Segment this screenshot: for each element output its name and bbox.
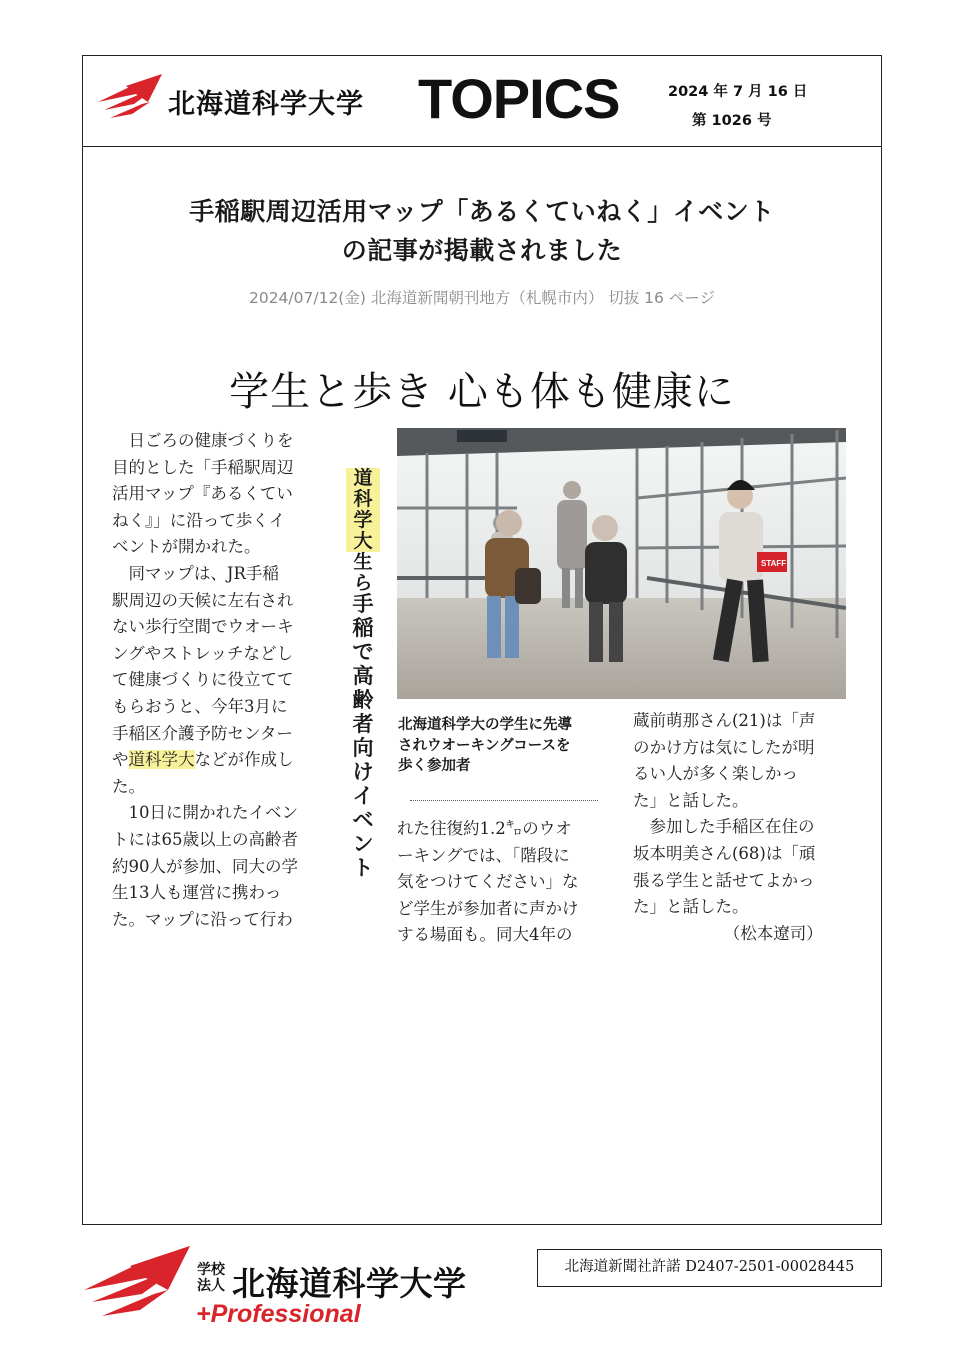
vertical-subhead-1 — [346, 468, 380, 594]
text-line: する場面も。同大4年の — [397, 925, 573, 945]
text-line: （松本遼司） — [633, 923, 823, 943]
text-line — [112, 747, 298, 774]
text-line: ど学生が参加者に声かけ — [397, 898, 579, 918]
text-line: 坂本明美さん(68)は「頑 — [633, 843, 816, 863]
article-column-2 — [397, 816, 579, 949]
document-title-line-2: の記事が掲載されました — [341, 236, 623, 265]
text-line: 気をつけてください」な — [397, 872, 579, 892]
source-line: 2024/07/12(金) 北海道新聞朝刊地方（札幌市内） 切抜 16 ページ — [248, 289, 716, 307]
footer-tagline: +Professional — [196, 1300, 361, 1328]
text-line: 日ごろの健康づくりを — [112, 431, 294, 450]
text-line: トには65歳以上の高齢者 — [112, 829, 298, 849]
text-line: ない歩行空間でウオーキ — [112, 617, 294, 637]
text-line: た」と話した。 — [633, 790, 749, 810]
subhead-char: で — [352, 639, 374, 664]
photo-caption — [398, 715, 572, 777]
subhead-char: 高 — [352, 663, 374, 688]
text-line: 手稲区介護予防センター — [112, 723, 293, 743]
caption-line: されウオーキングコースを — [398, 737, 571, 754]
text-line: た。マップに沿って行わ — [112, 909, 293, 929]
header-divider — [82, 146, 882, 147]
text-line: 同マップは、JR手稲 — [112, 563, 279, 583]
caption-line: 北海道科学大の学生に先導 — [398, 717, 572, 733]
text-line: 活用マップ『あるくてい — [112, 484, 293, 504]
footer-university-name: 北海道科学大学 — [232, 1264, 467, 1303]
subhead-char: ト — [352, 855, 374, 880]
text-line: 張る学生と話せてよかっ — [633, 870, 815, 890]
subhead-char: 者 — [352, 711, 374, 736]
text-line: もらおうと、今年3月に — [112, 696, 288, 716]
topics-heading: TOPICS — [418, 67, 620, 130]
dotted-divider — [410, 800, 598, 801]
article-column-3 — [633, 708, 823, 947]
text-line: るい人が多く楽しかっ — [633, 764, 798, 784]
text-fragment: などが作成し — [194, 750, 294, 770]
subhead-char: ら — [353, 572, 373, 594]
text-line: 駅周辺の天候に左右され — [112, 590, 294, 610]
subhead-char: 稲 — [352, 615, 374, 640]
text-line: れた往復約1.2㌔のウオ — [397, 819, 572, 838]
subhead-char: 齢 — [352, 687, 374, 712]
article-headline: 学生と歩き 心も体も健康に — [229, 369, 735, 415]
text-line: た。 — [112, 776, 145, 796]
subhead-char: 向 — [352, 735, 374, 760]
subhead-char: 手 — [352, 591, 374, 616]
corporation-label — [197, 1262, 225, 1294]
text-line: ーキングでは、「階段に — [397, 845, 570, 865]
subhead-char: 生 — [353, 551, 373, 573]
text-line: のかけ方は気にしたが明 — [633, 737, 815, 757]
text-line: 生13人も運営に携わっ — [112, 883, 282, 903]
subhead-char: ン — [352, 831, 374, 856]
highlighted-text: 道科学大 — [128, 750, 195, 770]
text-fragment: や — [112, 750, 129, 770]
article-column-1 — [112, 428, 298, 933]
text-line: ングやストレッチなどし — [112, 643, 294, 663]
text-line: た」と話した。 — [633, 897, 749, 917]
subhead-char: 大 — [346, 531, 380, 552]
document-title-line-1: 手稲駅周辺活用マップ「あるくていねく」イベント — [189, 197, 775, 226]
issue-date: 2024 年 7 月 16 日 — [668, 84, 808, 100]
text-line: ベントが開かれた。 — [112, 537, 261, 557]
header-university-name: 北海道科学大学 — [168, 89, 364, 120]
text-line: 10日に開かれたイベン — [112, 803, 298, 823]
permit-box: 北海道新聞社許諾 D2407-2501-00028445 — [537, 1249, 882, 1287]
staff-tag: STAFF — [761, 559, 787, 568]
footer-logo-icon — [82, 1244, 194, 1320]
text-line: 約90人が参加、同大の学 — [112, 856, 298, 876]
subhead-char: 科 — [346, 489, 380, 510]
text-line: て健康づくりに役立てて — [112, 670, 294, 690]
caption-line: 歩く参加者 — [398, 758, 471, 774]
vertical-subhead-2 — [346, 592, 380, 880]
subhead-char: イ — [352, 783, 374, 808]
subhead-char: 学 — [346, 510, 380, 531]
subhead-char: ベ — [352, 807, 374, 832]
article-photo — [397, 428, 846, 699]
university-logo-icon — [96, 72, 166, 122]
text-line: 蔵前萌那さん(21)は「声 — [633, 711, 816, 730]
corporation-label-line: 法人 — [197, 1278, 225, 1294]
issue-number: 第 1026 号 — [692, 113, 772, 129]
subhead-char: 道 — [346, 468, 380, 489]
subhead-char: け — [352, 759, 374, 784]
text-line: 目的とした「手稲駅周辺 — [112, 457, 294, 477]
corporation-label-line: 学校 — [197, 1262, 225, 1278]
text-line: ねく』」に沿って歩くイ — [112, 510, 286, 530]
text-line: 参加した手稲区在住の — [633, 817, 815, 837]
